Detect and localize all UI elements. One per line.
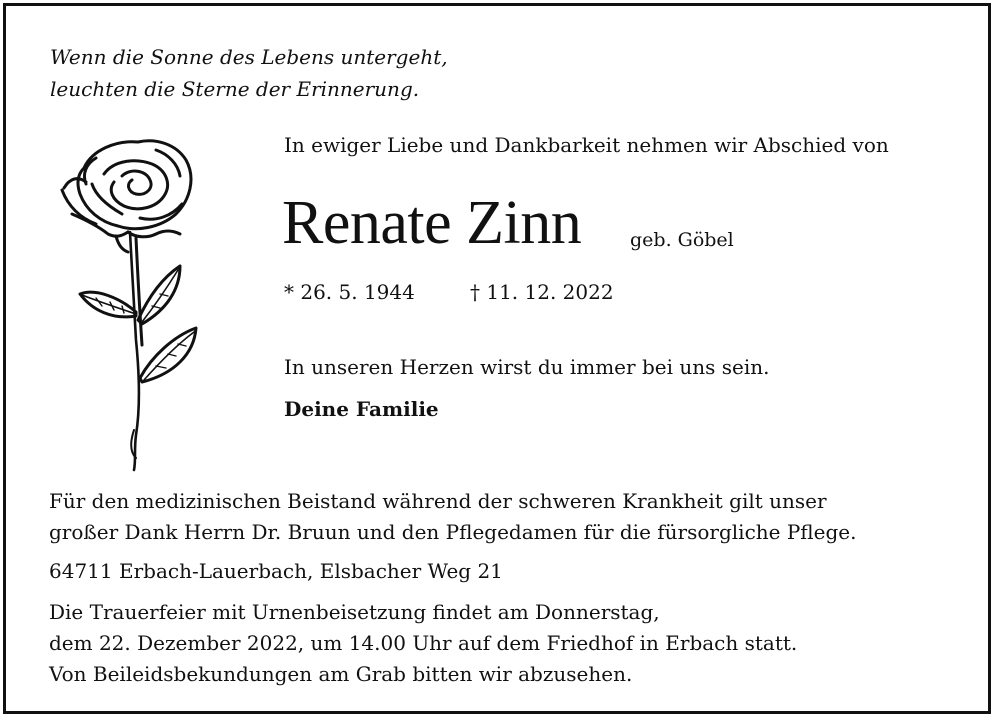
birth-date: * 26. 5. 1944 [284, 280, 415, 304]
maiden-name: geb. Göbel [630, 229, 734, 251]
quote-line-1: Wenn die Sonne des Lebens untergeht, [50, 45, 448, 69]
funeral-line-2: dem 22. Dezember 2022, um 14.00 Uhr auf dem Friedhof in Erbach statt. [49, 631, 798, 655]
address: 64711 Erbach-Lauerbach, Elsbacher Weg 21 [49, 559, 503, 583]
thanks-line-2: großer Dank Herrn Dr. Bruun und den Pflegedamen für die fürsorgliche Pflege. [49, 520, 857, 544]
quote-line-2: leuchten die Sterne der Erinnerung. [50, 77, 420, 101]
funeral-line-3: Von Beileidsbekundungen am Grab bitten wir abzusehen. [49, 662, 633, 686]
farewell-intro: In ewiger Liebe und Dankbarkeit nehmen wir Abschied von [284, 133, 889, 157]
death-date: † 11. 12. 2022 [470, 280, 614, 304]
signature: Deine Familie [284, 397, 439, 421]
tribute-text: In unseren Herzen wirst du immer bei uns sein. [284, 355, 770, 379]
rose-drawing-icon [56, 130, 206, 475]
thanks-line-1: Für den medizinischen Beistand während der schweren Krankheit gilt unser [49, 489, 827, 513]
funeral-line-1: Die Trauerfeier mit Urnenbeisetzung findet am Donnerstag, [49, 600, 660, 624]
deceased-name: Renate Zinn [282, 189, 582, 257]
